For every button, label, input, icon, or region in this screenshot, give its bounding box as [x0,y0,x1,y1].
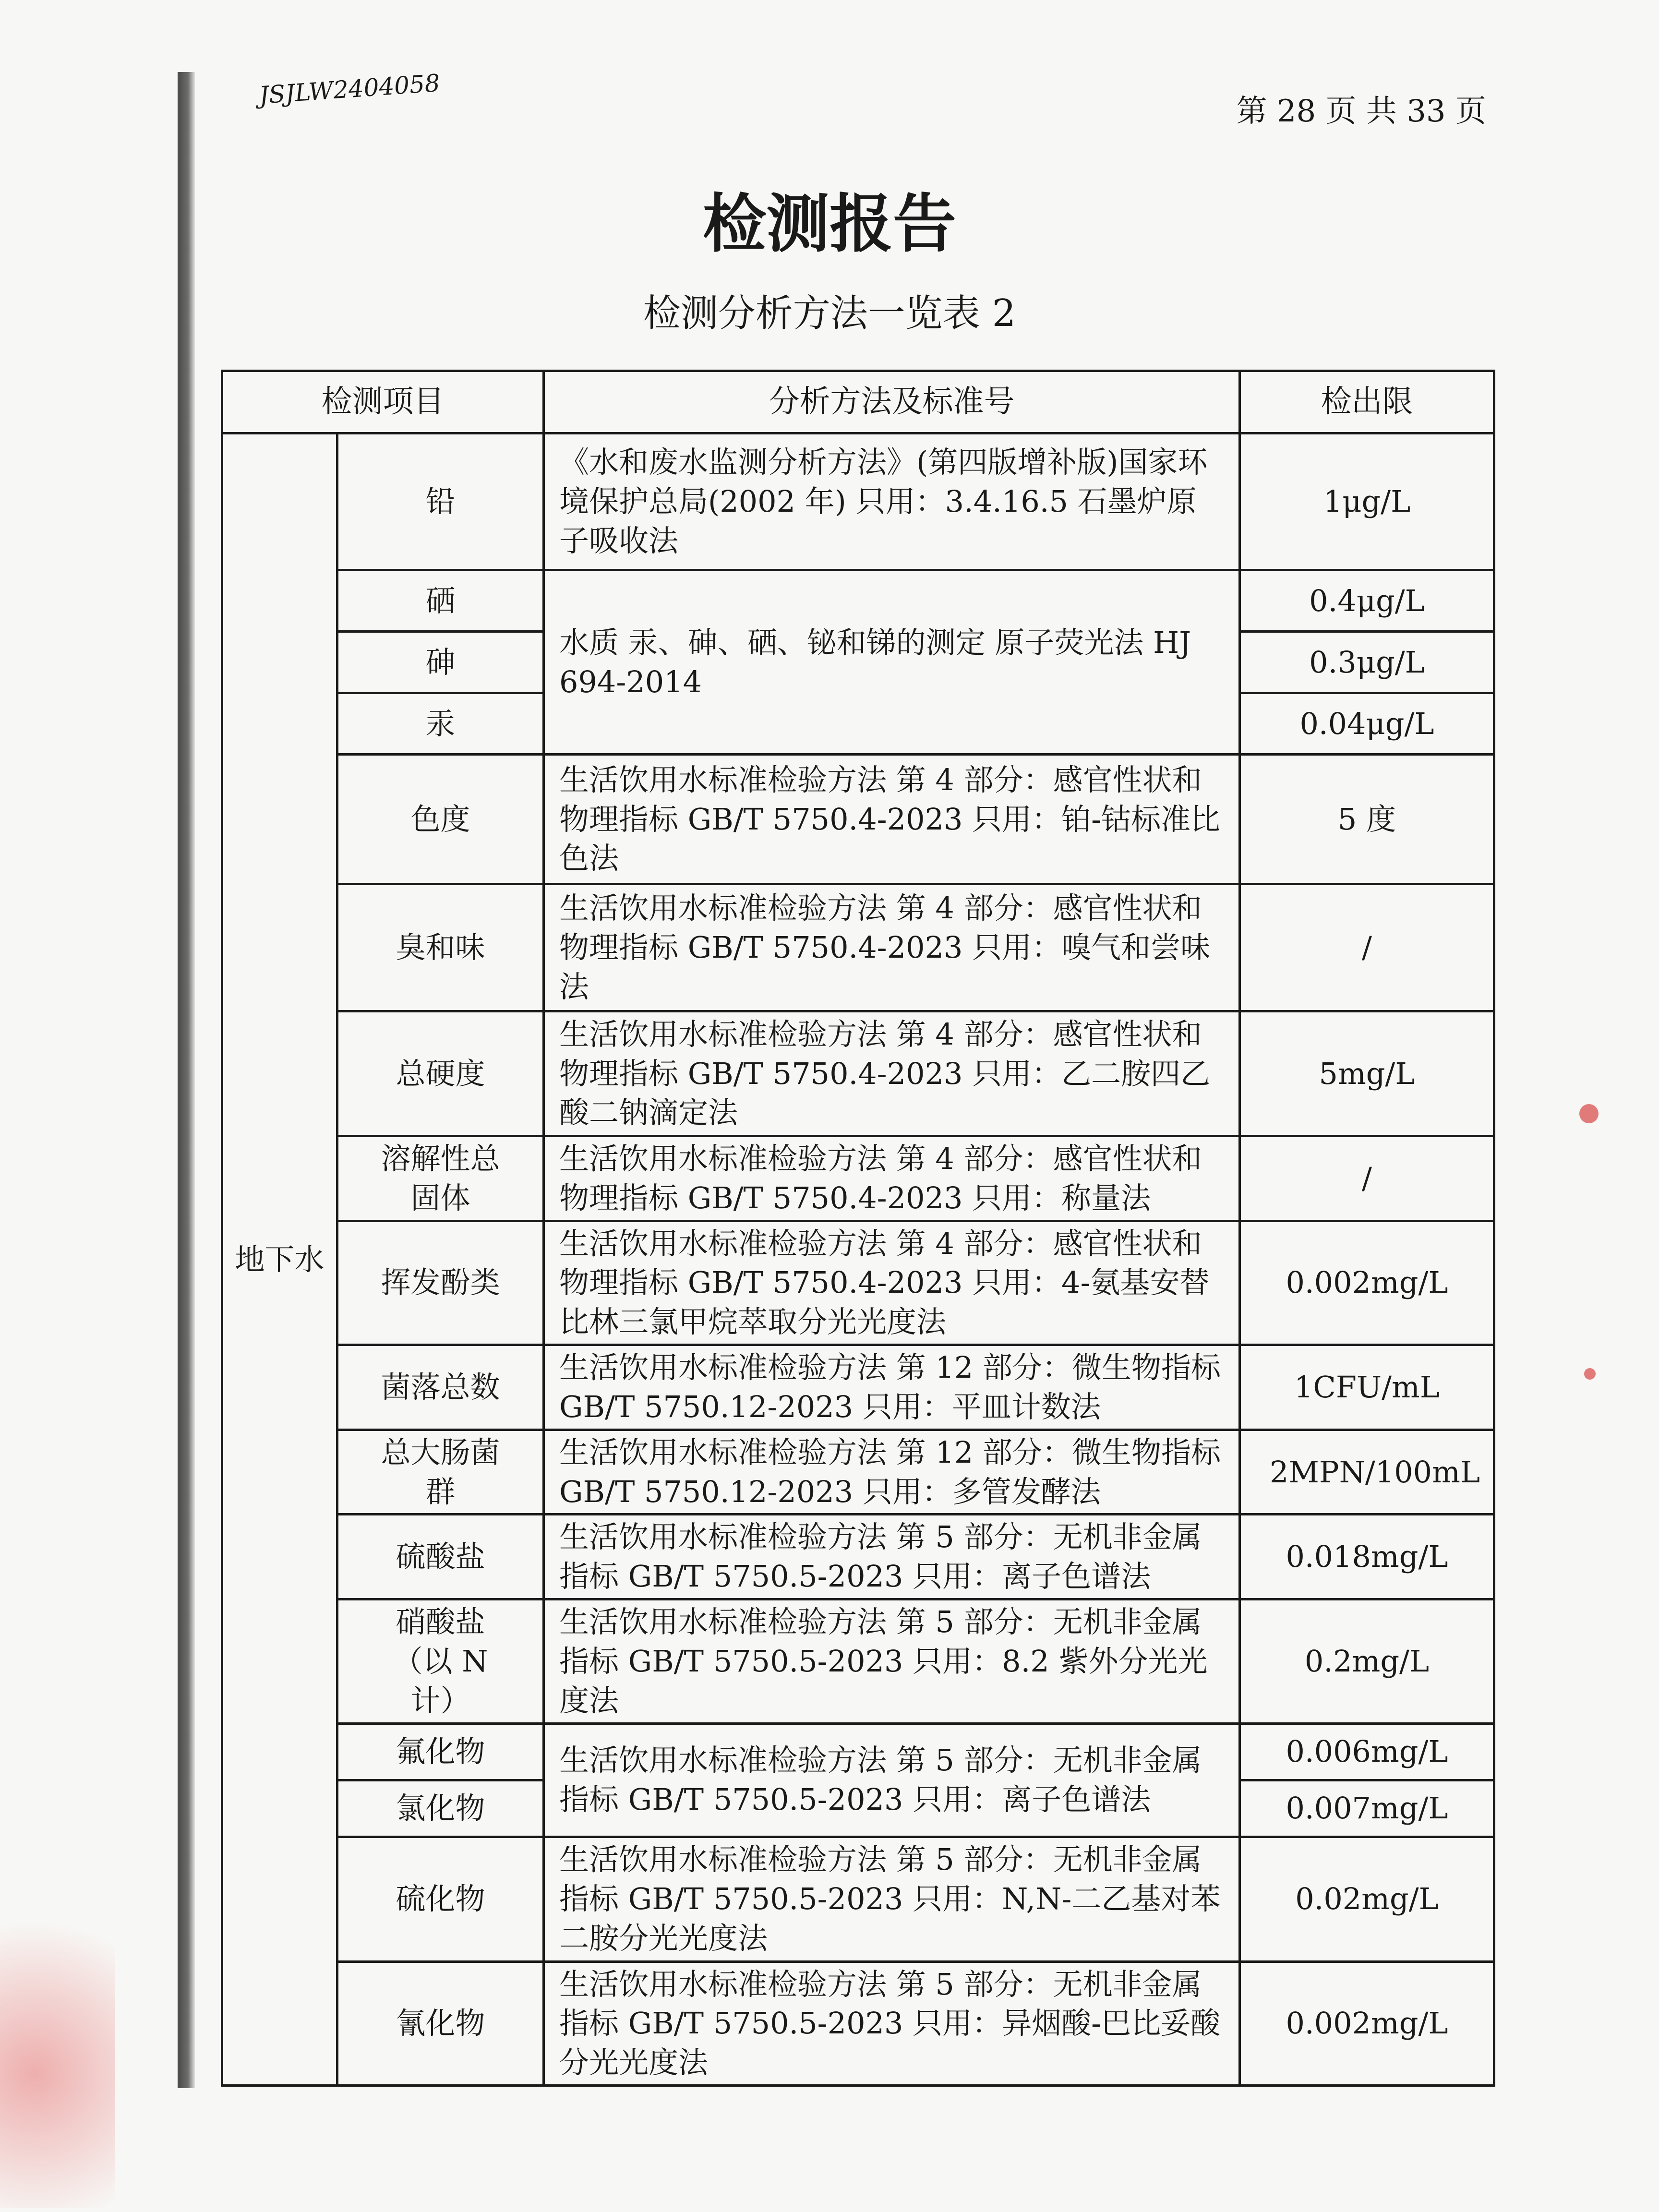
table-row [222,884,1494,1011]
item-cell: 溶解性总固体 [337,1136,544,1221]
item-cell: 色度 [337,755,544,884]
table-row [222,1345,1494,1430]
table-row [222,1430,1494,1515]
limit-cell: 1μg/L [1240,433,1494,570]
item-cell: 挥发酚类 [337,1221,544,1345]
limit-cell: 0.02mg/L [1240,1837,1494,1961]
item-cell: 硫化物 [337,1837,544,1961]
limit-cell: 5 度 [1240,755,1494,884]
item-cell: 汞 [337,693,544,755]
method-cell: 生活饮用水标准检验方法 第 5 部分：无机非金属指标 GB/T 5750.5-2023 只用：离子色谱法 [544,1723,1240,1837]
item-cell: 总硬度 [337,1011,544,1136]
item-cell: 氟化物 [337,1723,544,1780]
table-row [222,570,1494,632]
item-cell: 氰化物 [337,1961,544,2085]
method-cell: 生活饮用水标准检验方法 第 4 部分：感官性状和物理指标 GB/T 5750.4-2023 只用：称量法 [544,1136,1240,1221]
method-cell: 生活饮用水标准检验方法 第 5 部分：无机非金属指标 GB/T 5750.5-2023 只用：离子色谱法 [544,1515,1240,1599]
item-cell: 臭和味 [337,884,544,1011]
method-cell: 水质 汞、砷、硒、铋和锑的测定 原子荧光法 HJ 694-2014 [544,570,1240,755]
table-row [222,1723,1494,1780]
method-cell: 生活饮用水标准检验方法 第 4 部分：感官性状和物理指标 GB/T 5750.4-2023 只用：嗅气和尝味法 [544,884,1240,1011]
page-number: 第 28 页 共 33 页 [1236,94,1486,129]
table-row [222,1961,1494,2085]
header-method: 分析方法及标准号 [544,371,1240,433]
red-mark [1579,1104,1599,1123]
item-cell: 氯化物 [337,1780,544,1837]
page-title: 检测报告 [703,187,956,261]
red-stain [0,1872,115,2208]
item-cell: 砷 [337,632,544,693]
table-row [222,1011,1494,1136]
limit-cell: 5mg/L [1240,1011,1494,1136]
table-row [222,1599,1494,1723]
binding-shadow [178,72,195,2088]
method-cell: 生活饮用水标准检验方法 第 5 部分：无机非金属指标 GB/T 5750.5-2023 只用：异烟酸-巴比妥酸分光光度法 [544,1961,1240,2085]
limit-cell: 0.006mg/L [1240,1723,1494,1780]
table-header-row [222,371,1494,433]
red-mark [1584,1368,1596,1380]
item-cell: 菌落总数 [337,1345,544,1430]
header-item: 检测项目 [222,371,544,433]
table-row [222,433,1494,570]
item-cell: 铅 [337,433,544,570]
method-cell: 生活饮用水标准检验方法 第 5 部分：无机非金属指标 GB/T 5750.5-2023 只用：8.2 紫外分光光度法 [544,1599,1240,1723]
method-cell: 生活饮用水标准检验方法 第 4 部分：感官性状和物理指标 GB/T 5750.4-2023 只用：乙二胺四乙酸二钠滴定法 [544,1011,1240,1136]
limit-cell: 0.3μg/L [1240,632,1494,693]
table-row [222,1221,1494,1345]
limit-cell: / [1240,884,1494,1011]
limit-cell: 1CFU/mL [1240,1345,1494,1430]
item-cell: 硒 [337,570,544,632]
method-cell: 生活饮用水标准检验方法 第 4 部分：感官性状和物理指标 GB/T 5750.4-2023 只用：4-氨基安替比林三氯甲烷萃取分光光度法 [544,1221,1240,1345]
limit-cell: 0.002mg/L [1240,1961,1494,2085]
method-cell: 生活饮用水标准检验方法 第 12 部分：微生物指标 GB/T 5750.12-2023 只用：多管发酵法 [544,1430,1240,1515]
document-code: JSJLW2404058 [258,69,441,109]
category-cell: 地下水 [222,433,337,2086]
table-row [222,1837,1494,1961]
limit-cell: 2MPN/100mL [1240,1430,1494,1515]
limit-cell: / [1240,1136,1494,1221]
header-limit: 检出限 [1240,371,1494,433]
method-cell: 《水和废水监测分析方法》(第四版增补版)国家环境保护总局(2002 年) 只用：3.4.16.5 石墨炉原子吸收法 [544,433,1240,570]
limit-cell: 0.04μg/L [1240,693,1494,755]
table-row [222,1136,1494,1221]
methods-table [221,370,1495,2087]
method-cell: 生活饮用水标准检验方法 第 12 部分：微生物指标 GB/T 5750.12-2023 只用：平皿计数法 [544,1345,1240,1430]
item-cell: 硝酸盐（以 N 计） [337,1599,544,1723]
method-cell: 生活饮用水标准检验方法 第 5 部分：无机非金属指标 GB/T 5750.5-2023 只用：N,N-二乙基对苯二胺分光光度法 [544,1837,1240,1961]
limit-cell: 0.018mg/L [1240,1515,1494,1599]
table-subtitle: 检测分析方法一览表 2 [643,292,1016,335]
limit-cell: 0.4μg/L [1240,570,1494,632]
limit-cell: 0.007mg/L [1240,1780,1494,1837]
item-cell: 总大肠菌群 [337,1430,544,1515]
limit-cell: 0.002mg/L [1240,1221,1494,1345]
limit-cell: 0.2mg/L [1240,1599,1494,1723]
method-cell: 生活饮用水标准检验方法 第 4 部分：感官性状和物理指标 GB/T 5750.4-2023 只用：铂-钴标准比色法 [544,755,1240,884]
table-row [222,755,1494,884]
table-row [222,1515,1494,1599]
item-cell: 硫酸盐 [337,1515,544,1599]
